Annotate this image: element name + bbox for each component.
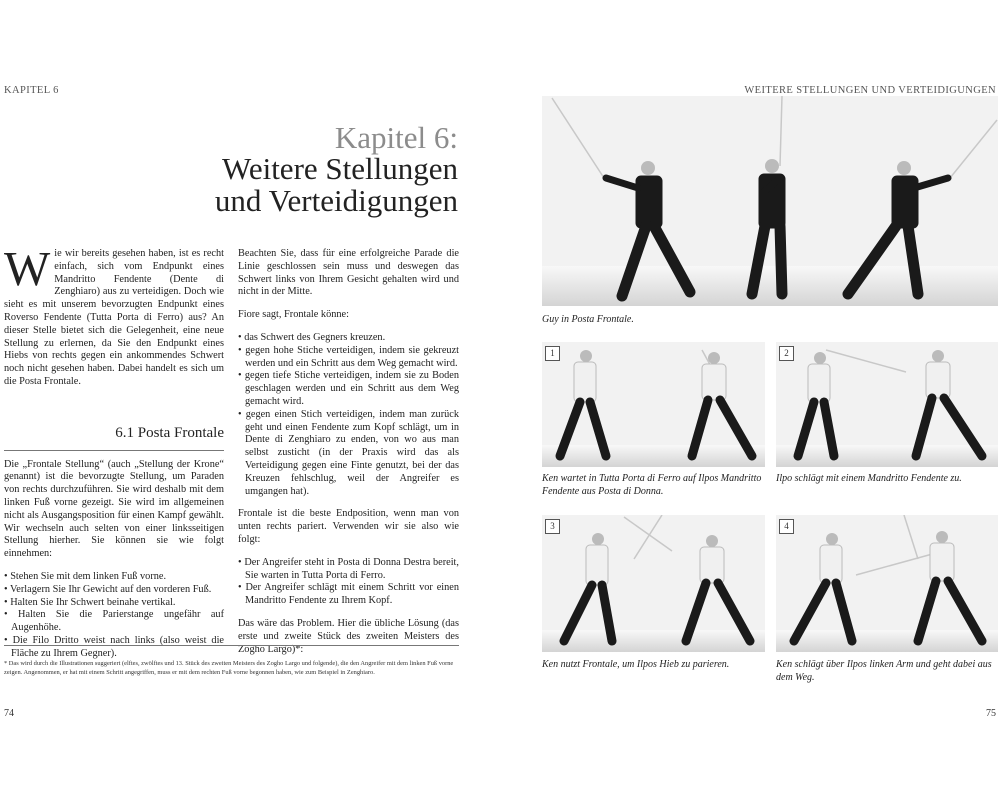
sequence-list [238,557,459,608]
text-column-left [4,241,225,671]
drop-cap: W [4,241,51,296]
photo-1 [542,342,765,467]
chapter-title [138,122,458,217]
footnote-rule [4,645,459,646]
paragraph: Fiore sagt, Frontale könne: [238,309,349,321]
stance-list [4,571,224,661]
section-paragraph: Die „Frontale Stellung“ (auch „Stellung der Krone“ genannt) ist die bevorzugte Stellung, um Paraden von rechts durchzuführen. Sie wird deshalb mit dem linken Fuß vorne gezeigt. Sie wird im allgemeinen nicht als Ausgangsposition für einen Kampf gewählt. Wir wechseln auch selten von einer linksseitigen Stellung hierher. Sie können sie wie folgt einnehmen: [4,458,224,560]
caption-top: Guy in Posta Frontale. [542,314,634,325]
caption-photo-4: Ken schlägt über Ilpos linken Arm und geht dabei aus dem Weg. [776,659,992,683]
list-item: • gegen einen Stich verteidigen, indem man zurück geht und einen Fendente zum Kopf schlägt, um in Dente di Zenghiaro zu enden, von wo aus man selbst zusticht (in der Praxis wird das als Verteidigung gegen eine Finte genutzt, bei der das Kreuzen fehlschlug, weil der Angreifer es umgangen hat). [238,409,459,499]
photo-4 [776,515,998,652]
caption-photo-1: Ken wartet in Tutta Porta di Ferro auf Ilpos Mandritto Fendente aus Posta di Donna. [542,473,762,497]
fencer-figures [776,515,998,652]
list-item: • Halten Sie Ihr Schwert beinahe vertikal. [4,597,224,610]
photo-number-2: 2 [779,346,794,361]
list-item: • Der Angreifer schlägt mit einem Schritt vor einen Mandritto Fendente zu Ihrem Kopf. [238,582,459,608]
photo-3 [542,515,765,652]
page-number-right: 75 [986,708,996,719]
list-item: • Die Filo Dritto weist nach links (also weist die Fläche zu Ihrem Gegner). [4,635,224,661]
list-item: • gegen hohe Stiche verteidigen, indem sie gekreuzt werden und ein Schritt aus dem Weg gemacht wird. [238,345,459,371]
photo-posta-frontale [542,96,998,306]
list-item: • Der Angreifer steht in Posta di Donna Destra bereit, Sie warten in Tutta Porta di Ferro. [238,557,459,583]
fencer-figures [542,515,765,652]
caption-photo-2: Ilpo schlägt mit einem Mandritto Fendente zu. [776,473,962,484]
text-column-right [238,248,459,666]
fencer-figures [542,96,998,306]
photo-2 [776,342,998,467]
list-item: • gegen tiefe Stiche verteidigen, indem sie zu Boden geschlagen werden und ein Schritt aus dem Weg gemacht wird. [238,370,459,408]
list-item: • Verlagern Sie Ihr Gewicht auf den vorderen Fuß. [4,584,224,597]
paragraph: Beachten Sie, dass für eine erfolgreiche Parade die Linie geschlossen sein muss und deswegen das Schwert links von Ihrem Gesicht gehalten wird und nicht in der Mitte. [238,248,459,298]
intro-paragraph: Wie wir bereits gesehen haben, ist es recht einfach, sich vom Endpunkt eines Mandritto Fendente (Dente di Zenghiaro) aus zu verteidigen. Doch wie sieht es mit unserem bevorzugten Endpunkt eines Roverso Fendente (Tutta Porta di Ferro) aus? An dieser Stelle bietet sich die Gelegenheit, eine neue Stellung zu erlernen, da Sie den Endpunkt eines Hiebs von rechts gegen ein ankommendes Schwert noch nicht gesehen haben. Dabei handelt es sich um die Posta Frontale. [4,241,224,387]
chapter-number: Kapitel 6: [334,120,458,155]
list-item: • Stehen Sie mit dem linken Fuß vorne. [4,571,224,584]
frontale-uses-list [238,332,459,498]
caption-photo-3: Ken nutzt Frontale, um Ilpos Hieb zu parieren. [542,659,730,670]
photo-number-3: 3 [545,519,560,534]
fencer-figures [542,342,765,467]
section-rule [4,450,224,451]
running-head-right: WEITERE STELLUNGEN UND VERTEIDIGUNGEN [744,85,996,96]
running-head-left: KAPITEL 6 [4,85,59,96]
paragraph: Frontale ist die beste Endposition, wenn man von unten rechts pariert. Verwenden wir sie also wie folgt: [238,508,459,545]
footnote: * Das wird durch die Illustrationen suggeriert (elftes, zwölftes und 13. Stück des zweiten Meisters des Zogho Largo und folgende), die den Angreifer mit dem linken Fuß vorne zeigen. Angenommen, er hat mit einem Schritt angegriffen, muss er mit dem rechten Fuß vorne begonnen haben, wie zum Beispiel in Zenghiaro. [4,660,454,676]
list-item: • Halten Sie die Parierstange ungefähr auf Augenhöhe. [4,609,224,635]
photo-number-4: 4 [779,519,794,534]
paragraph: Das wäre das Problem. Hier die übliche Lösung (das erste und zweite Stück des zweiten Meisters des Zogho Largo)*: [238,617,459,655]
photo-number-1: 1 [545,346,560,361]
list-item: • das Schwert des Gegners kreuzen. [238,332,459,345]
chapter-title-line1: Weitere Stellungen [222,151,458,186]
section-heading: 6.1 Posta Frontale [115,424,224,441]
fencer-figures [776,342,998,467]
chapter-title-line2: und Verteidigungen [214,182,458,218]
page-number-left: 74 [4,708,14,719]
